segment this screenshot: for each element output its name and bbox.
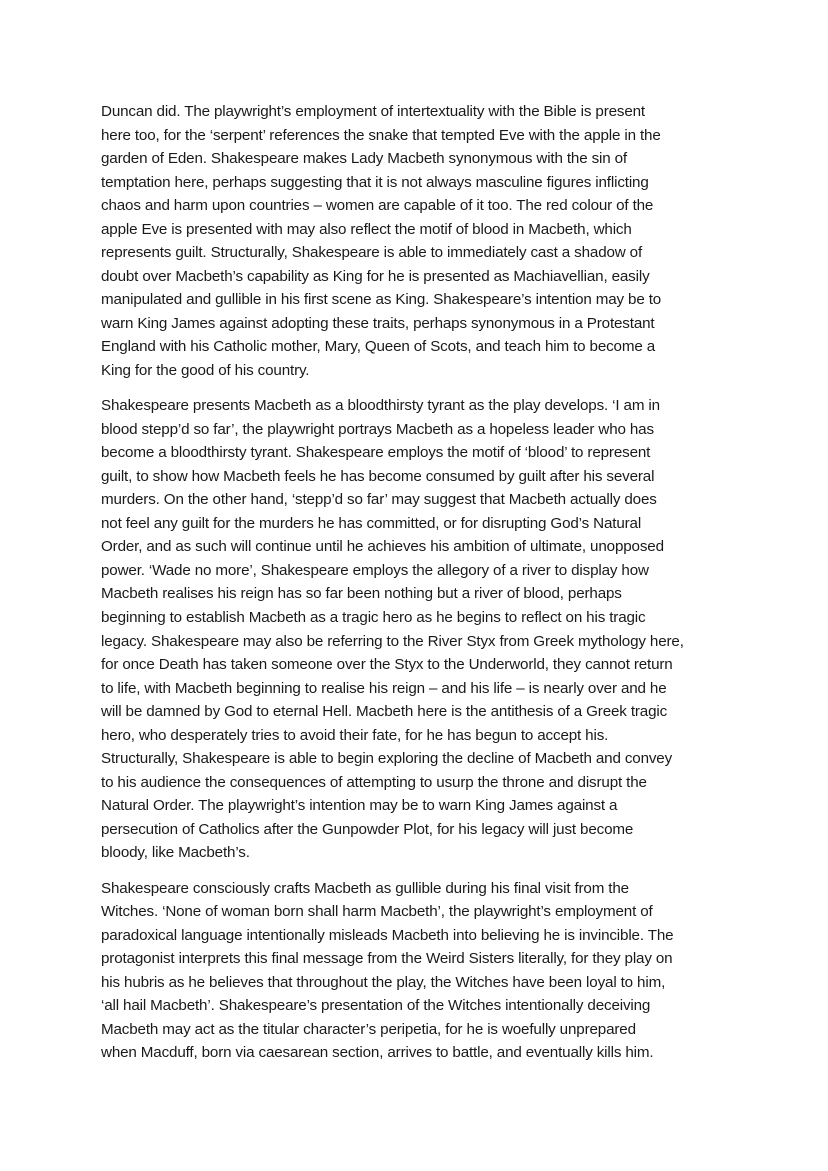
text-line: Shakespeare consciously crafts Macbeth as gullible during his final visit from the (101, 879, 629, 897)
text-line: will be damned by God to eternal Hell. Macbeth here is the antithesis of a Greek tragic (101, 703, 668, 721)
text-line: to life, with Macbeth beginning to realise his reign – and his life – is nearly over and he (101, 679, 667, 697)
text-line: garden of Eden. Shakespeare makes Lady Macbeth synonymous with the sin of (101, 150, 627, 168)
text-line: Structurally, Shakespeare is able to begin exploring the decline of Macbeth and convey (101, 750, 673, 768)
text-line: Shakespeare presents Macbeth as a bloodthirsty tyrant as the play develops. ‘I am in (101, 397, 660, 415)
text-line: paradoxical language intentionally misleads Macbeth into believing he is invincible. The (101, 926, 674, 944)
text-line: represents guilt. Structurally, Shakespeare is able to immediately cast a shadow of (101, 244, 643, 262)
text-line: bloody, like Macbeth’s. (101, 844, 250, 862)
text-line: apple Eve is presented with may also reflect the motif of blood in Macbeth, which (101, 220, 632, 238)
text-line: beginning to establish Macbeth as a tragic hero as he begins to reflect on his tragic (101, 608, 646, 626)
text-line: hero, who desperately tries to avoid their fate, for he has begun to accept his. (101, 726, 609, 744)
paragraph-3 (101, 877, 741, 1065)
text-line: guilt, to show how Macbeth feels he has become consumed by guilt after his several (101, 467, 655, 485)
paragraph-1 (101, 100, 741, 383)
text-line: murders. On the other hand, ‘stepp’d so far’ may suggest that Macbeth actually does (101, 491, 657, 509)
text-line: legacy. Shakespeare may also be referring to the River Styx from Greek mythology here, (101, 632, 684, 650)
text-line: temptation here, perhaps suggesting that it is not always masculine figures inflicting (101, 173, 649, 191)
document-page (101, 100, 741, 1076)
text-line: for once Death has taken someone over the Styx to the Underworld, they cannot return (101, 656, 673, 674)
text-line: blood stepp’d so far’, the playwright portrays Macbeth as a hopeless leader who has (101, 420, 654, 438)
text-line: warn King James against adopting these traits, perhaps synonymous in a Protestant (101, 314, 655, 332)
paragraph-2 (101, 394, 741, 865)
text-line: England with his Catholic mother, Mary, Queen of Scots, and teach him to become a (101, 338, 656, 356)
text-line: Duncan did. The playwright’s employment of intertextuality with the Bible is present (101, 103, 645, 120)
text-line: to his audience the consequences of attempting to usurp the throne and disrupt the (101, 773, 647, 791)
text-line: Macbeth may act as the titular character’s peripetia, for he is woefully unprepared (101, 1020, 636, 1038)
text-line: King for the good of his country. (101, 362, 310, 380)
text-line: manipulated and gullible in his first scene as King. Shakespeare’s intention may be to (101, 291, 662, 309)
text-line: Natural Order. The playwright’s intention may be to warn King James against a (101, 797, 618, 815)
text-line: his hubris as he believes that throughout the play, the Witches have been loyal to him, (101, 973, 666, 991)
text-line: ‘all hail Macbeth’. Shakespeare’s presentation of the Witches intentionally deceiving (101, 997, 651, 1015)
text-line: chaos and harm upon countries – women are capable of it too. The red colour of the (101, 197, 654, 215)
text-line: persecution of Catholics after the Gunpowder Plot, for his legacy will just become (101, 820, 634, 838)
text-line: here too, for the ‘serpent’ references the snake that tempted Eve with the apple in the (101, 126, 661, 144)
text-line: doubt over Macbeth’s capability as King for he is presented as Machiavellian, easily (101, 267, 650, 285)
text-line: Macbeth realises his reign has so far been nothing but a river of blood, perhaps (101, 585, 622, 603)
text-line: become a bloodthirsty tyrant. Shakespeare employs the motif of ‘blood’ to represent (101, 444, 651, 462)
text-line: when Macduff, born via caesarean section, arrives to battle, and eventually kills him. (101, 1044, 654, 1062)
text-line: power. ‘Wade no more’, Shakespeare employs the allegory of a river to display how (101, 561, 649, 579)
text-line: protagonist interprets this final message from the Weird Sisters literally, for they play on (101, 950, 673, 968)
text-line: Witches. ‘None of woman born shall harm Macbeth’, the playwright’s employment of (101, 903, 653, 921)
text-line: Order, and as such will continue until he achieves his ambition of ultimate, unopposed (101, 538, 664, 556)
text-line: not feel any guilt for the murders he has committed, or for disrupting God’s Natural (101, 514, 642, 532)
